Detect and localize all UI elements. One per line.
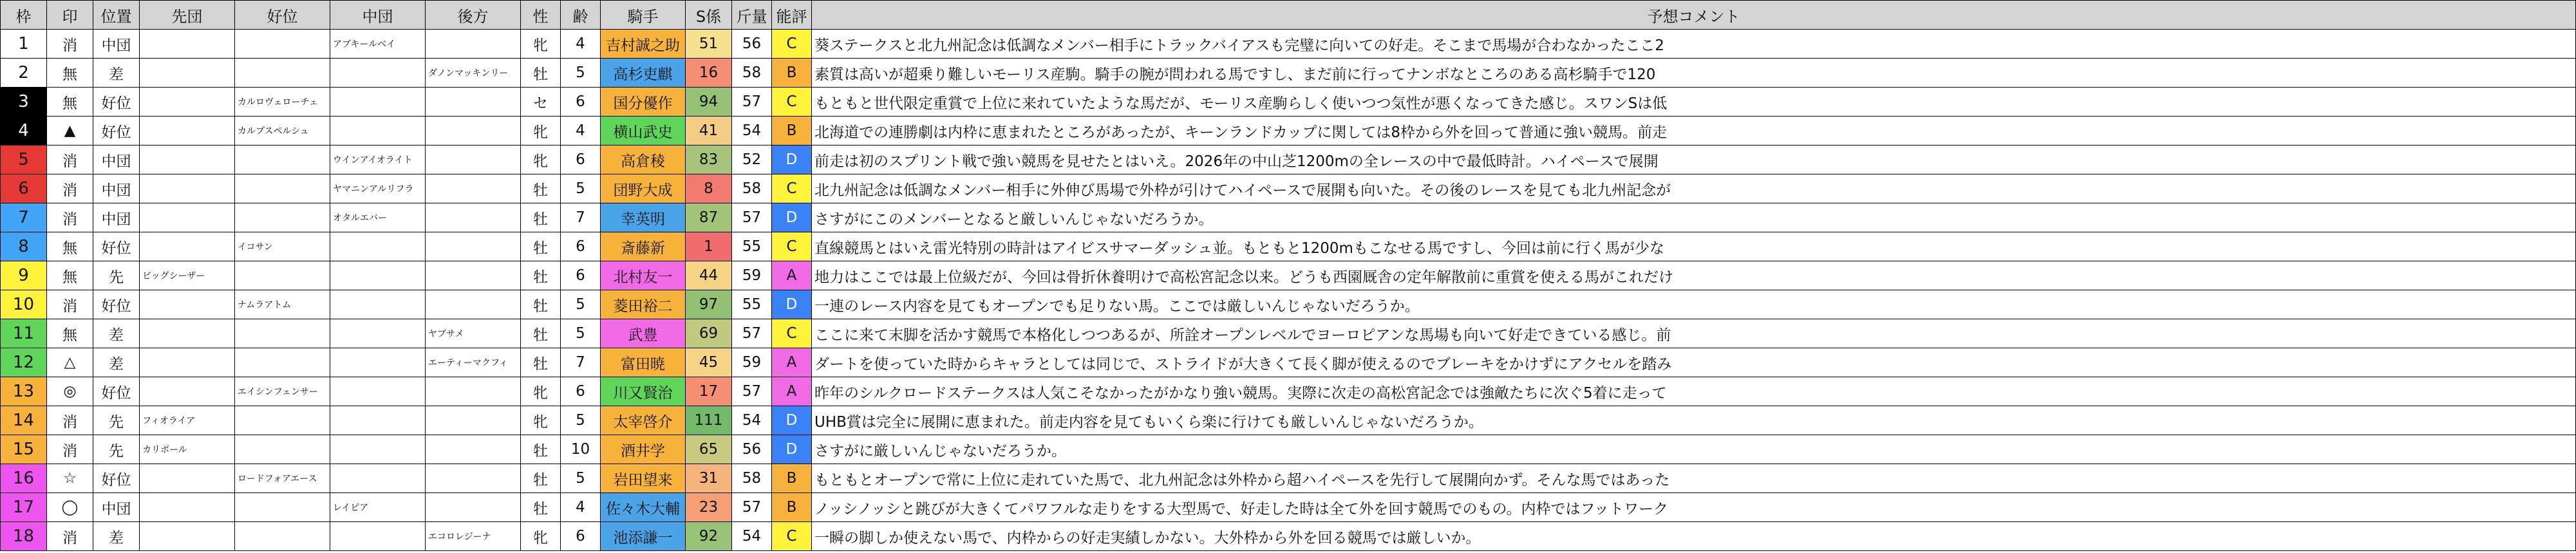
position-cell[interactable]: 中団 xyxy=(93,30,140,59)
sex-cell[interactable]: 牝 xyxy=(521,30,561,59)
koho-horse-cell[interactable] xyxy=(426,232,521,261)
waku-cell[interactable]: 13 xyxy=(1,377,47,406)
s-index-cell[interactable]: 8 xyxy=(686,174,732,203)
waku-cell[interactable]: 12 xyxy=(1,348,47,377)
jockey-cell[interactable]: 吉村誠之助 xyxy=(601,30,686,59)
table-row[interactable] xyxy=(1,464,2576,493)
koho-horse-cell[interactable] xyxy=(426,30,521,59)
waku-cell[interactable]: 10 xyxy=(1,290,47,319)
mark-cell[interactable]: 消 xyxy=(47,145,93,174)
koho-horse-cell[interactable] xyxy=(426,406,521,435)
mark-cell[interactable]: ◯ xyxy=(47,493,93,522)
senda-horse-cell[interactable]: カリボール xyxy=(140,435,235,464)
waku-cell[interactable]: 18 xyxy=(1,522,47,551)
chudan-horse-cell[interactable] xyxy=(330,59,426,88)
age-cell[interactable]: 6 xyxy=(561,522,601,551)
koho-horse-cell[interactable] xyxy=(426,117,521,145)
col-header-senda[interactable]: 先団 xyxy=(140,1,235,30)
koho-horse-cell[interactable] xyxy=(426,464,521,493)
comment-cell[interactable]: 一連のレース内容を見てもオープンでも足りない馬。ここでは厳しいんじゃないだろうか。 xyxy=(812,290,2576,319)
age-cell[interactable]: 7 xyxy=(561,348,601,377)
chudan-horse-cell[interactable]: オタルエバー xyxy=(330,203,426,232)
chudan-horse-cell[interactable] xyxy=(330,319,426,348)
comment-cell[interactable]: ダートを使っていた時からキャラとしては同じで、ストライドが大きくて長く脚が使えるのでブレーキをかけずにアクセルを踏み xyxy=(812,348,2576,377)
senda-horse-cell[interactable] xyxy=(140,290,235,319)
position-cell[interactable]: 好位 xyxy=(93,377,140,406)
col-header-weight[interactable]: 斤量 xyxy=(732,1,772,30)
sex-cell[interactable]: 牡 xyxy=(521,435,561,464)
waku-cell[interactable]: 5 xyxy=(1,145,47,174)
senda-horse-cell[interactable] xyxy=(140,59,235,88)
table-row[interactable] xyxy=(1,145,2576,174)
jockey-cell[interactable]: 佐々木大輔 xyxy=(601,493,686,522)
mark-cell[interactable]: 無 xyxy=(47,261,93,290)
position-cell[interactable]: 好位 xyxy=(93,88,140,117)
table-row[interactable] xyxy=(1,30,2576,59)
weight-cell[interactable]: 52 xyxy=(732,145,772,174)
chudan-horse-cell[interactable]: ヤマニンアルリフラ xyxy=(330,174,426,203)
chudan-horse-cell[interactable] xyxy=(330,88,426,117)
jockey-cell[interactable]: 幸英明 xyxy=(601,203,686,232)
koui-horse-cell[interactable]: カルプスペルシュ xyxy=(235,117,330,145)
koui-horse-cell[interactable] xyxy=(235,145,330,174)
koho-horse-cell[interactable] xyxy=(426,377,521,406)
comment-cell[interactable]: 北海道での連勝劇は内枠に恵まれたところがあったが、キーンランドカップに関しては8枠から外を回って普通に強い競馬。前走 xyxy=(812,117,2576,145)
sex-cell[interactable]: 牡 xyxy=(521,203,561,232)
koui-horse-cell[interactable] xyxy=(235,59,330,88)
col-header-waku[interactable]: 枠 xyxy=(1,1,47,30)
s-index-cell[interactable]: 92 xyxy=(686,522,732,551)
table-row[interactable] xyxy=(1,88,2576,117)
koui-horse-cell[interactable] xyxy=(235,435,330,464)
s-index-cell[interactable]: 41 xyxy=(686,117,732,145)
waku-cell[interactable]: 16 xyxy=(1,464,47,493)
senda-horse-cell[interactable] xyxy=(140,174,235,203)
s-index-cell[interactable]: 69 xyxy=(686,319,732,348)
jockey-cell[interactable]: 斎藤新 xyxy=(601,232,686,261)
jockey-cell[interactable]: 北村友一 xyxy=(601,261,686,290)
age-cell[interactable]: 5 xyxy=(561,174,601,203)
koho-horse-cell[interactable] xyxy=(426,174,521,203)
rating-cell[interactable]: C xyxy=(772,319,812,348)
koui-horse-cell[interactable] xyxy=(235,493,330,522)
koui-horse-cell[interactable]: カルロヴェローチェ xyxy=(235,88,330,117)
waku-cell[interactable]: 15 xyxy=(1,435,47,464)
s-index-cell[interactable]: 87 xyxy=(686,203,732,232)
mark-cell[interactable]: △ xyxy=(47,348,93,377)
koui-horse-cell[interactable] xyxy=(235,348,330,377)
jockey-cell[interactable]: 菱田裕二 xyxy=(601,290,686,319)
sex-cell[interactable]: 牡 xyxy=(521,232,561,261)
sex-cell[interactable]: セ xyxy=(521,88,561,117)
senda-horse-cell[interactable] xyxy=(140,203,235,232)
koho-horse-cell[interactable]: ダノンマッキンリー xyxy=(426,59,521,88)
waku-cell[interactable]: 14 xyxy=(1,406,47,435)
mark-cell[interactable]: 無 xyxy=(47,319,93,348)
sex-cell[interactable]: 牡 xyxy=(521,59,561,88)
weight-cell[interactable]: 58 xyxy=(732,464,772,493)
koho-horse-cell[interactable]: エーティーマクフィ xyxy=(426,348,521,377)
koho-horse-cell[interactable]: エコロレジーナ xyxy=(426,522,521,551)
s-index-cell[interactable]: 1 xyxy=(686,232,732,261)
koho-horse-cell[interactable]: ヤブサメ xyxy=(426,319,521,348)
waku-cell[interactable]: 1 xyxy=(1,30,47,59)
weight-cell[interactable]: 54 xyxy=(732,522,772,551)
table-row[interactable] xyxy=(1,174,2576,203)
chudan-horse-cell[interactable]: ウインアイオライト xyxy=(330,145,426,174)
comment-cell[interactable]: ここに来て末脚を活かす競馬で本格化しつつあるが、所詮オープンレベルでヨーロピアンな馬場も向いて好走できている感じ。前 xyxy=(812,319,2576,348)
koho-horse-cell[interactable] xyxy=(426,145,521,174)
koui-horse-cell[interactable]: ナムラアトム xyxy=(235,290,330,319)
chudan-horse-cell[interactable] xyxy=(330,377,426,406)
position-cell[interactable]: 差 xyxy=(93,348,140,377)
position-cell[interactable]: 好位 xyxy=(93,117,140,145)
koui-horse-cell[interactable]: エイシンフェンサー xyxy=(235,377,330,406)
waku-cell[interactable]: 7 xyxy=(1,203,47,232)
position-cell[interactable]: 好位 xyxy=(93,232,140,261)
s-index-cell[interactable]: 51 xyxy=(686,30,732,59)
koui-horse-cell[interactable] xyxy=(235,406,330,435)
waku-cell[interactable]: 17 xyxy=(1,493,47,522)
position-cell[interactable]: 中団 xyxy=(93,493,140,522)
jockey-cell[interactable]: 太宰啓介 xyxy=(601,406,686,435)
comment-cell[interactable]: 前走は初のスプリント戦で強い競馬を見せたとはいえ。2026年の中山芝1200mの全レースの中で最低時計。ハイペースで展開 xyxy=(812,145,2576,174)
weight-cell[interactable]: 58 xyxy=(732,59,772,88)
jockey-cell[interactable]: 国分優作 xyxy=(601,88,686,117)
jockey-cell[interactable]: 団野大成 xyxy=(601,174,686,203)
rating-cell[interactable]: C xyxy=(772,232,812,261)
mark-cell[interactable]: 消 xyxy=(47,290,93,319)
sex-cell[interactable]: 牡 xyxy=(521,348,561,377)
jockey-cell[interactable]: 富田暁 xyxy=(601,348,686,377)
s-index-cell[interactable]: 23 xyxy=(686,493,732,522)
rating-cell[interactable]: C xyxy=(772,88,812,117)
senda-horse-cell[interactable] xyxy=(140,117,235,145)
header-row xyxy=(1,1,2576,30)
s-index-cell[interactable]: 97 xyxy=(686,290,732,319)
mark-cell[interactable]: 無 xyxy=(47,88,93,117)
age-cell[interactable]: 6 xyxy=(561,261,601,290)
chudan-horse-cell[interactable] xyxy=(330,261,426,290)
rating-cell[interactable]: B xyxy=(772,464,812,493)
comment-cell[interactable]: UHB賞は完全に展開に恵まれた。前走内容を見てもいくら楽に行けても厳しいんじゃないだろうか。 xyxy=(812,406,2576,435)
chudan-horse-cell[interactable] xyxy=(330,117,426,145)
senda-horse-cell[interactable] xyxy=(140,464,235,493)
s-index-cell[interactable]: 17 xyxy=(686,377,732,406)
sex-cell[interactable]: 牡 xyxy=(521,174,561,203)
col-header-mark[interactable]: 印 xyxy=(47,1,93,30)
rating-cell[interactable]: C xyxy=(772,174,812,203)
sex-cell[interactable]: 牝 xyxy=(521,117,561,145)
age-cell[interactable]: 5 xyxy=(561,290,601,319)
jockey-cell[interactable]: 高倉稜 xyxy=(601,145,686,174)
koui-horse-cell[interactable] xyxy=(235,203,330,232)
position-cell[interactable]: 先 xyxy=(93,261,140,290)
s-index-cell[interactable]: 44 xyxy=(686,261,732,290)
mark-cell[interactable]: 消 xyxy=(47,174,93,203)
col-header-rating[interactable]: 能評 xyxy=(772,1,812,30)
waku-cell[interactable]: 6 xyxy=(1,174,47,203)
senda-horse-cell[interactable] xyxy=(140,30,235,59)
waku-cell[interactable]: 11 xyxy=(1,319,47,348)
chudan-horse-cell[interactable]: アブキールベイ xyxy=(330,30,426,59)
weight-cell[interactable]: 56 xyxy=(732,30,772,59)
koui-horse-cell[interactable] xyxy=(235,261,330,290)
weight-cell[interactable]: 58 xyxy=(732,174,772,203)
rating-cell[interactable]: C xyxy=(772,30,812,59)
chudan-horse-cell[interactable] xyxy=(330,522,426,551)
rating-cell[interactable]: B xyxy=(772,117,812,145)
table-row[interactable] xyxy=(1,319,2576,348)
comment-cell[interactable]: さすがにこのメンバーとなると厳しいんじゃないだろうか。 xyxy=(812,203,2576,232)
chudan-horse-cell[interactable] xyxy=(330,232,426,261)
mark-cell[interactable]: ◎ xyxy=(47,377,93,406)
jockey-cell[interactable]: 横山武史 xyxy=(601,117,686,145)
age-cell[interactable]: 6 xyxy=(561,88,601,117)
chudan-horse-cell[interactable] xyxy=(330,290,426,319)
age-cell[interactable]: 5 xyxy=(561,406,601,435)
chudan-horse-cell[interactable]: レイピア xyxy=(330,493,426,522)
rating-cell[interactable]: B xyxy=(772,493,812,522)
table-row[interactable] xyxy=(1,406,2576,435)
position-cell[interactable]: 差 xyxy=(93,522,140,551)
col-header-comment[interactable]: 予想コメント xyxy=(812,1,2576,30)
koui-horse-cell[interactable]: ロードフォアエース xyxy=(235,464,330,493)
weight-cell[interactable]: 57 xyxy=(732,88,772,117)
mark-cell[interactable]: 消 xyxy=(47,30,93,59)
koui-horse-cell[interactable]: イコサン xyxy=(235,232,330,261)
rating-cell[interactable]: A xyxy=(772,261,812,290)
waku-cell[interactable]: 9 xyxy=(1,261,47,290)
age-cell[interactable]: 4 xyxy=(561,493,601,522)
comment-cell[interactable]: 素質は高いが超乗り難しいモーリス産駒。騎手の腕が問われる馬ですし、まだ前に行ってナンボなところのある高杉騎手で120 xyxy=(812,59,2576,88)
table-row[interactable] xyxy=(1,203,2576,232)
sex-cell[interactable]: 牝 xyxy=(521,522,561,551)
age-cell[interactable]: 7 xyxy=(561,203,601,232)
chudan-horse-cell[interactable] xyxy=(330,348,426,377)
comment-cell[interactable]: 一瞬の脚しか使えない馬で、内枠からの好走実績しかない。大外枠から外を回る競馬では厳しいか。 xyxy=(812,522,2576,551)
mark-cell[interactable]: ☆ xyxy=(47,464,93,493)
mark-cell[interactable]: 無 xyxy=(47,59,93,88)
sex-cell[interactable]: 牝 xyxy=(521,377,561,406)
weight-cell[interactable]: 55 xyxy=(732,290,772,319)
col-header-sex[interactable]: 性 xyxy=(521,1,561,30)
sex-cell[interactable]: 牡 xyxy=(521,493,561,522)
sex-cell[interactable]: 牝 xyxy=(521,145,561,174)
mark-cell[interactable]: 消 xyxy=(47,203,93,232)
sex-cell[interactable]: 牡 xyxy=(521,261,561,290)
col-header-s-index[interactable]: S係 xyxy=(686,1,732,30)
col-header-jockey[interactable]: 騎手 xyxy=(601,1,686,30)
table-row[interactable] xyxy=(1,377,2576,406)
koui-horse-cell[interactable] xyxy=(235,319,330,348)
age-cell[interactable]: 4 xyxy=(561,117,601,145)
rating-cell[interactable]: D xyxy=(772,203,812,232)
senda-horse-cell[interactable] xyxy=(140,522,235,551)
col-header-koho[interactable]: 後方 xyxy=(426,1,521,30)
position-cell[interactable]: 先 xyxy=(93,406,140,435)
senda-horse-cell[interactable] xyxy=(140,348,235,377)
table-row[interactable] xyxy=(1,522,2576,551)
col-header-position[interactable]: 位置 xyxy=(93,1,140,30)
position-cell[interactable]: 差 xyxy=(93,59,140,88)
comment-cell[interactable]: もともと世代限定重賞で上位に来れていたような馬だが、モーリス産駒らしく使いつつ気性が悪くなってきた感じ。スワンSは低 xyxy=(812,88,2576,117)
koho-horse-cell[interactable] xyxy=(426,261,521,290)
weight-cell[interactable]: 56 xyxy=(732,435,772,464)
weight-cell[interactable]: 57 xyxy=(732,493,772,522)
jockey-cell[interactable]: 池添謙一 xyxy=(601,522,686,551)
senda-horse-cell[interactable]: ビッグシーザー xyxy=(140,261,235,290)
age-cell[interactable]: 5 xyxy=(561,59,601,88)
s-index-cell[interactable]: 16 xyxy=(686,59,732,88)
mark-cell[interactable]: 消 xyxy=(47,435,93,464)
position-cell[interactable]: 好位 xyxy=(93,464,140,493)
age-cell[interactable]: 4 xyxy=(561,30,601,59)
senda-horse-cell[interactable] xyxy=(140,319,235,348)
koho-horse-cell[interactable] xyxy=(426,435,521,464)
jockey-cell[interactable]: 酒井学 xyxy=(601,435,686,464)
weight-cell[interactable]: 54 xyxy=(732,117,772,145)
chudan-horse-cell[interactable] xyxy=(330,464,426,493)
mark-cell[interactable]: 無 xyxy=(47,232,93,261)
age-cell[interactable]: 6 xyxy=(561,377,601,406)
waku-cell[interactable]: 2 xyxy=(1,59,47,88)
rating-cell[interactable]: A xyxy=(772,377,812,406)
s-index-cell[interactable]: 94 xyxy=(686,88,732,117)
s-index-cell[interactable]: 111 xyxy=(686,406,732,435)
koho-horse-cell[interactable] xyxy=(426,88,521,117)
age-cell[interactable]: 5 xyxy=(561,464,601,493)
weight-cell[interactable]: 57 xyxy=(732,377,772,406)
table-row[interactable] xyxy=(1,493,2576,522)
comment-cell[interactable]: ノッシノッシと跳びが大きくてパワフルな走りをする大型馬で、好走した時は全て外を回す競馬でのもの。内枠ではフットワーク xyxy=(812,493,2576,522)
col-header-chudan[interactable]: 中団 xyxy=(330,1,426,30)
age-cell[interactable]: 6 xyxy=(561,145,601,174)
mark-cell[interactable]: 消 xyxy=(47,406,93,435)
senda-horse-cell[interactable] xyxy=(140,145,235,174)
koui-horse-cell[interactable] xyxy=(235,522,330,551)
jockey-cell[interactable]: 武豊 xyxy=(601,319,686,348)
jockey-cell[interactable]: 川又賢治 xyxy=(601,377,686,406)
table-row[interactable] xyxy=(1,232,2576,261)
s-index-cell[interactable]: 45 xyxy=(686,348,732,377)
waku-cell[interactable]: 3 xyxy=(1,88,47,117)
sex-cell[interactable]: 牡 xyxy=(521,464,561,493)
comment-cell[interactable]: 昨年のシルクロードステークスは人気こそなかったがかなり強い競馬。実際に次走の高松宮記念では強敵たちに次ぐ5着に走って xyxy=(812,377,2576,406)
koui-horse-cell[interactable] xyxy=(235,30,330,59)
s-index-cell[interactable]: 31 xyxy=(686,464,732,493)
waku-cell[interactable]: 8 xyxy=(1,232,47,261)
rating-cell[interactable]: D xyxy=(772,290,812,319)
table-row[interactable] xyxy=(1,290,2576,319)
chudan-horse-cell[interactable] xyxy=(330,406,426,435)
rating-cell[interactable]: D xyxy=(772,406,812,435)
weight-cell[interactable]: 57 xyxy=(732,319,772,348)
weight-cell[interactable]: 54 xyxy=(732,406,772,435)
age-cell[interactable]: 5 xyxy=(561,319,601,348)
s-index-cell[interactable]: 83 xyxy=(686,145,732,174)
position-cell[interactable]: 好位 xyxy=(93,290,140,319)
table-row[interactable] xyxy=(1,435,2576,464)
koui-horse-cell[interactable] xyxy=(235,174,330,203)
position-cell[interactable]: 中団 xyxy=(93,174,140,203)
table-row[interactable] xyxy=(1,261,2576,290)
rating-cell[interactable]: B xyxy=(772,59,812,88)
col-header-koui[interactable]: 好位 xyxy=(235,1,330,30)
weight-cell[interactable]: 55 xyxy=(732,232,772,261)
comment-cell[interactable]: さすがに厳しいんじゃないだろうか。 xyxy=(812,435,2576,464)
sex-cell[interactable]: 牡 xyxy=(521,290,561,319)
koho-horse-cell[interactable] xyxy=(426,493,521,522)
mark-cell[interactable]: ▲ xyxy=(47,117,93,145)
mark-cell[interactable]: 消 xyxy=(47,522,93,551)
age-cell[interactable]: 6 xyxy=(561,232,601,261)
senda-horse-cell[interactable] xyxy=(140,377,235,406)
position-cell[interactable]: 差 xyxy=(93,319,140,348)
col-header-age[interactable]: 齢 xyxy=(561,1,601,30)
table-row[interactable] xyxy=(1,59,2576,88)
s-index-cell[interactable]: 65 xyxy=(686,435,732,464)
rating-cell[interactable]: A xyxy=(772,348,812,377)
weight-cell[interactable]: 57 xyxy=(732,203,772,232)
age-cell[interactable]: 10 xyxy=(561,435,601,464)
position-cell[interactable]: 中団 xyxy=(93,203,140,232)
koho-horse-cell[interactable] xyxy=(426,203,521,232)
weight-cell[interactable]: 59 xyxy=(732,348,772,377)
comment-cell[interactable]: もともとオープンで常に上位に走れていた馬で、北九州記念は外枠から超ハイペースを先行して展開向かず。そんな馬ではあった xyxy=(812,464,2576,493)
senda-horse-cell[interactable] xyxy=(140,88,235,117)
position-cell[interactable]: 先 xyxy=(93,435,140,464)
table-row[interactable] xyxy=(1,117,2576,145)
comment-cell[interactable]: 地力はここでは最上位級だが、今回は骨折休養明けで高松宮記念以来。どうも西園厩舎の定年解散前に重賞を使える馬がこれだけ xyxy=(812,261,2576,290)
rating-cell[interactable]: D xyxy=(772,435,812,464)
senda-horse-cell[interactable] xyxy=(140,232,235,261)
comment-cell[interactable]: 北九州記念は低調なメンバー相手に外伸び馬場で外枠が引けてハイペースで展開も向いた。その後のレースを見ても北九州記念が xyxy=(812,174,2576,203)
chudan-horse-cell[interactable] xyxy=(330,435,426,464)
sex-cell[interactable]: 牝 xyxy=(521,406,561,435)
comment-cell[interactable]: 葵ステークスと北九州記念は低調なメンバー相手にトラックバイアスも完璧に向いての好走。そこまで馬場が合わなかったここ2 xyxy=(812,30,2576,59)
position-cell[interactable]: 中団 xyxy=(93,145,140,174)
senda-horse-cell[interactable]: フィオライア xyxy=(140,406,235,435)
jockey-cell[interactable]: 高杉吏麒 xyxy=(601,59,686,88)
rating-cell[interactable]: C xyxy=(772,522,812,551)
table-row[interactable] xyxy=(1,348,2576,377)
senda-horse-cell[interactable] xyxy=(140,493,235,522)
waku-cell[interactable]: 4 xyxy=(1,117,47,145)
koho-horse-cell[interactable] xyxy=(426,290,521,319)
rating-cell[interactable]: D xyxy=(772,145,812,174)
jockey-cell[interactable]: 岩田望来 xyxy=(601,464,686,493)
sex-cell[interactable]: 牡 xyxy=(521,319,561,348)
weight-cell[interactable]: 59 xyxy=(732,261,772,290)
comment-cell[interactable]: 直線競馬とはいえ雷光特別の時計はアイビスサマーダッシュ並。もともと1200mもこなせる馬ですし、今回は前に行く馬が少な xyxy=(812,232,2576,261)
